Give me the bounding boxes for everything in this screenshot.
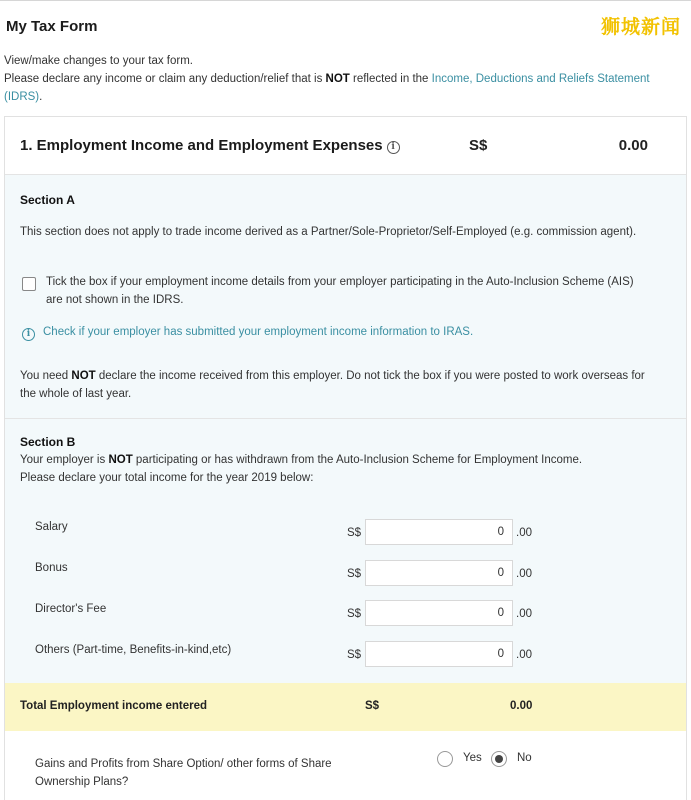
section-divider: [5, 418, 686, 419]
intro-text: [4, 52, 674, 106]
directors-fee-decimals: .00: [516, 608, 532, 620]
intro-text-part: reflected in the: [349, 73, 432, 85]
section-title: [20, 137, 400, 154]
watermark-logo: 狮城新闻: [600, 16, 681, 38]
idrs-link[interactable]: Income, Deductions and Reliefs Statement (IDRS): [4, 73, 650, 103]
total-currency: S$: [365, 700, 380, 712]
others-label: Others (Part-time, Benefits-in-kind,etc): [35, 644, 232, 656]
intro-line-2: [4, 70, 674, 106]
declare-bold: NOT: [71, 370, 96, 382]
section-currency: S$: [469, 137, 488, 154]
ais-not-shown-checkbox[interactable]: [22, 277, 36, 291]
salary-label: Salary: [35, 521, 68, 533]
section-b-title: [20, 433, 650, 452]
section-a-note: This section does not apply to trade income derived as a Partner/Sole-Proprietor/Self-Employed (e.g. commission agent).: [20, 226, 637, 238]
others-decimals: .00: [516, 649, 532, 661]
declare-text: declare the income received from this employer. Do not tick the box if you were posted to work overseas for the whole of last year.: [20, 370, 645, 400]
section-b-text: participating or has withdrawn from the Auto-Inclusion Scheme for Employment Income.: [132, 454, 583, 466]
total-label: Total Employment income entered: [20, 700, 208, 712]
intro-text-part: Please declare any income or claim any deduction/relief that is: [4, 73, 326, 85]
section-a-title: [20, 191, 650, 210]
check-employer-text: Check if your employer has submitted your employment income information to IRAS.: [43, 326, 474, 338]
intro-text-part: .: [39, 91, 43, 103]
section-b-line-1: [20, 451, 650, 469]
total-value: 0.00: [510, 700, 533, 712]
share-option-no-label: No: [517, 752, 532, 764]
salary-input[interactable]: [365, 519, 513, 545]
check-employer-link[interactable]: [22, 326, 473, 341]
bonus-input[interactable]: [365, 560, 513, 586]
share-option-row: [5, 731, 686, 800]
employment-income-card: [4, 116, 687, 800]
salary-decimals: .00: [516, 527, 532, 539]
total-employment-income-row: [5, 683, 686, 731]
info-icon[interactable]: i: [387, 141, 400, 154]
info-circle-icon: i: [22, 328, 35, 341]
section-total-value: 0.00: [618, 137, 648, 154]
directors-fee-input[interactable]: [365, 600, 513, 626]
others-input[interactable]: [365, 641, 513, 667]
share-option-no-radio[interactable]: [491, 751, 507, 767]
section-b-text: Your employer is: [20, 454, 109, 466]
section-a-declare: [20, 367, 650, 403]
top-border: [0, 0, 691, 4]
share-option-yes-label: Yes: [463, 752, 482, 764]
section-b-heading: Section B: [20, 435, 76, 449]
declare-text: You need: [20, 370, 72, 382]
intro-bold: NOT: [325, 73, 350, 85]
section-header: [5, 117, 686, 175]
ais-checkbox-label: Tick the box if your employment income details from your employer participating in the Auto-Inclusion Scheme (AIS) are not shown in the IDRS.: [46, 276, 634, 306]
section-b-bold: NOT: [108, 454, 133, 466]
directors-fee-label: Director's Fee: [35, 603, 107, 615]
share-option-yes-radio[interactable]: [437, 751, 453, 767]
others-currency: S$: [347, 649, 362, 661]
bonus-decimals: .00: [516, 568, 532, 580]
salary-currency: S$: [347, 527, 362, 539]
section-b-line-2: Please declare your total income for the year 2019 below:: [20, 472, 314, 484]
bonus-label: Bonus: [35, 562, 68, 574]
section-a-heading: Section A: [20, 193, 75, 207]
bonus-currency: S$: [347, 568, 362, 580]
page-title: My Tax Form: [6, 18, 98, 35]
share-option-label: Gains and Profits from Share Option/ other forms of Share Ownership Plans?: [35, 758, 332, 788]
intro-line-1: View/make changes to your tax form.: [4, 55, 193, 67]
directors-fee-currency: S$: [347, 608, 362, 620]
section-title-text: 1. Employment Income and Employment Expenses: [20, 137, 383, 154]
